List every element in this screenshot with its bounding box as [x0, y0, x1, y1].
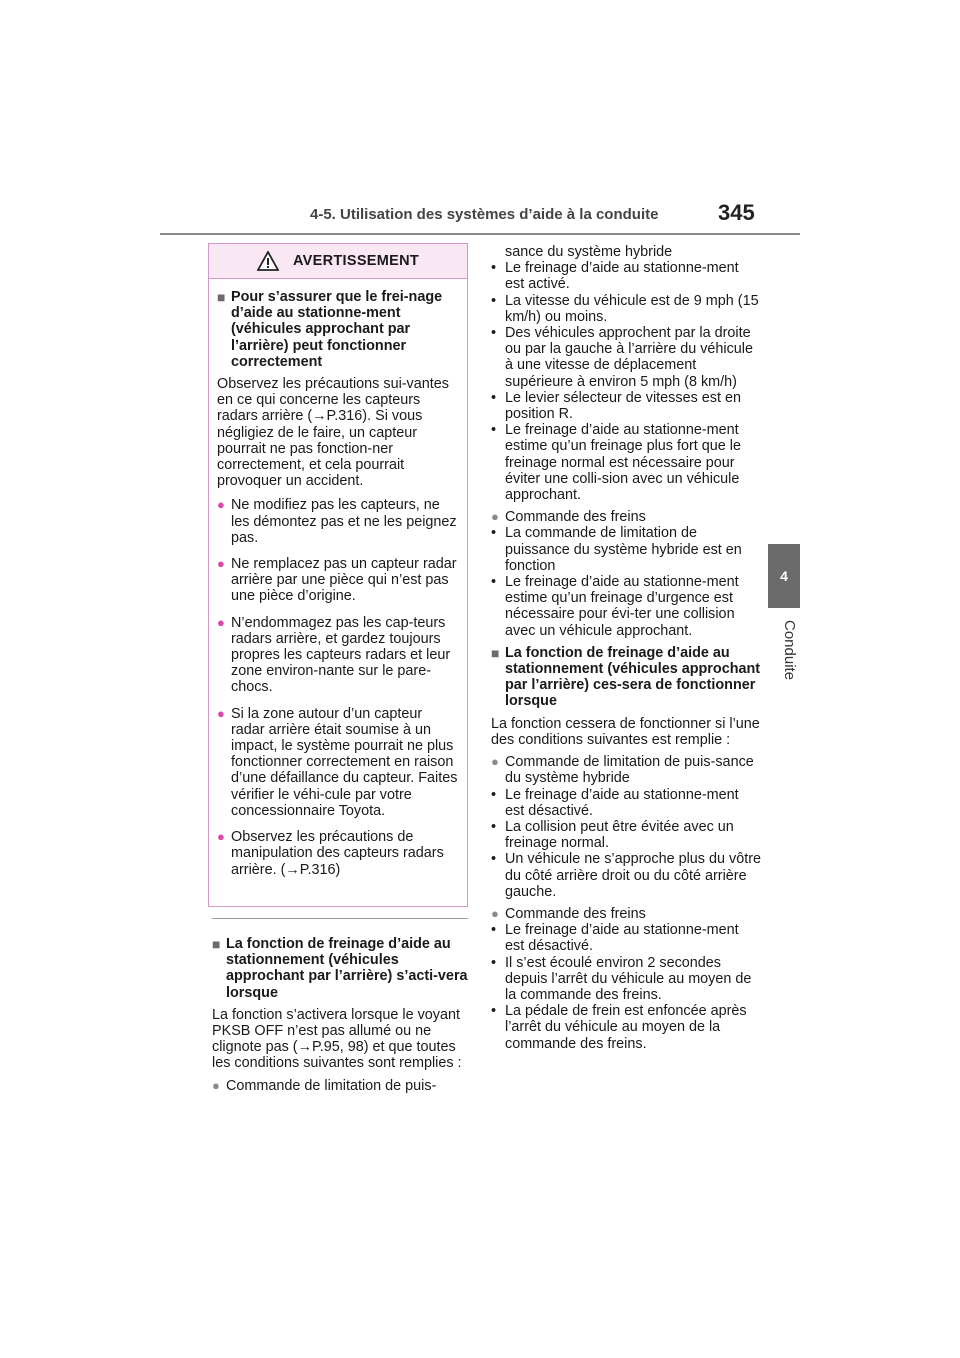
circle-bullet-icon: ● — [217, 705, 225, 721]
activation-group1-continued — [491, 244, 761, 503]
activation-heading: ■ La fonction de freinage d’aide au stationnement (véhicules approchant par l’arrière) s’acti-vera lorsque — [212, 936, 468, 1001]
circle-bullet-icon: ● — [491, 905, 499, 921]
warning-title: AVERTISSEMENT — [292, 253, 420, 269]
right-column — [491, 244, 761, 1052]
square-bullet-icon: ■ — [217, 289, 226, 305]
circle-bullet-icon: ● — [217, 614, 225, 630]
list-item: • La vitesse du véhicule est de 9 mph (15 km/h) ou moins. — [491, 292, 759, 325]
circle-bullet-icon: ● — [217, 556, 225, 572]
warning-bullet: ● N’endommagez pas les cap-teurs radars arrière, et gardez toujours propres les capteurs radars et leur zone environ-nante sur le pare-chocs. — [217, 614, 451, 696]
continued-text: sance du système hybride — [505, 244, 673, 260]
circle-bullet-icon: ● — [212, 1077, 220, 1093]
list-item: • La pédale de frein est enfoncée après l’arrêt du véhicule au moyen de la commande des freins. — [491, 1003, 747, 1052]
list-item: • Le levier sélecteur de vitesses est en position R. — [491, 389, 741, 423]
list-item — [491, 244, 761, 260]
list-item: • Le freinage d’aide au stationne-ment est désactivé. — [491, 922, 739, 955]
warning-bullet: ● Observez les précautions de manipulation des capteurs radars arrière. (→P.316) — [217, 829, 444, 878]
warning-bullet: ● Ne modifiez pas les capteurs, ne les démontez pas et ne les peignez pas. — [217, 497, 457, 546]
circle-bullet-icon: ● — [217, 497, 225, 513]
activation-intro: La fonction s’activera lorsque le voyant PKSB OFF n’est pas allumé ou ne clignote pas (→P.95, 98) et que toutes les conditions suivantes sont remplies : — [212, 1006, 462, 1072]
circle-bullet-icon: ● — [491, 509, 499, 525]
warning-body — [209, 279, 467, 878]
list-item: • Le freinage d’aide au stationne-ment est activé. — [491, 260, 739, 293]
square-bullet-icon: ■ — [212, 936, 221, 952]
warning-triangle-icon — [257, 251, 279, 271]
circle-bullet-icon: ● — [491, 754, 499, 770]
cessation-intro: La fonction cessera de fonctionner si l’une des conditions suivantes est remplie : — [491, 715, 760, 748]
square-bullet-icon: ■ — [491, 644, 500, 661]
page-number: 345 — [718, 200, 755, 225]
section-divider — [212, 918, 468, 919]
activation-group-label: ● Commande de limitation de puis- — [212, 1077, 437, 1094]
warning-box — [208, 243, 468, 907]
cessation-group1-label: ● Commande de limitation de puis-sance du système hybride — [491, 754, 754, 787]
chapter-number: 4 — [780, 568, 788, 584]
circle-bullet-icon: ● — [217, 829, 225, 845]
warning-section-heading: ■ Pour s’assurer que le frei-nage d’aide au stationne-ment (véhicules approchant par l’arrière) peut fonctionner correctement — [217, 289, 443, 370]
list-item: • Le freinage d’aide au stationne-ment est désactivé. — [491, 786, 739, 819]
header-divider — [160, 233, 800, 235]
warning-header — [209, 244, 467, 279]
list-item: • Le freinage d’aide au stationne-ment estime qu’un freinage d’urgence est nécessaire pour évi-ter une collision avec un véhicule approchant. — [491, 574, 739, 639]
activation-group2-label: ● Commande des freins — [491, 509, 646, 526]
cessation-heading: ■ La fonction de freinage d’aide au stationnement (véhicules approchant par l’arrière) ces-sera de fonctionner lorsque — [491, 644, 761, 710]
list-item: • Il s’est écoulé environ 2 secondes depuis l’arrêt du véhicule au moyen de la commande des freins. — [491, 954, 752, 1003]
warning-bullet: ● Si la zone autour d’un capteur radar arrière était soumise à un impact, le système pourrait ne plus fonctionner correctement en raison d’une défaillance du capteur. Faites vérifier le véhi-cule par votre concessionnaire Toyota. — [217, 705, 458, 819]
activation-section — [212, 932, 468, 1094]
chapter-label: Conduite — [781, 620, 798, 681]
section-header: 4-5. Utilisation des systèmes d’aide à la conduite — [310, 206, 659, 223]
list-item: • Un véhicule ne s’approche plus du vôtre du côté arrière droit ou du côté arrière gauche. — [491, 851, 761, 900]
list-item: • La collision peut être évitée avec un freinage normal. — [491, 818, 734, 852]
list-item: • Le freinage d’aide au stationne-ment estime qu’un freinage plus fort que le freinage normal est nécessaire pour éviter une colli-sion avec un véhicule approchant. — [491, 422, 741, 504]
cessation-group2-label: ● Commande des freins — [491, 905, 646, 922]
list-item: • La commande de limitation de puissance du système hybride est en fonction — [491, 525, 742, 574]
list-item: • Des véhicules approchent par la droite ou par la gauche à l’arrière du véhicule à une vitesse de déplacement supérieure à environ 5 mph (8 km/h) — [491, 325, 753, 390]
warning-intro: Observez les précautions sui-vantes en ce qui concerne les capteurs radars arrière (→P.316). Si vous négligiez de le faire, un capteur pourrait ne pas fonction-ner correctement, et cela pourrait provoquer un accident. — [217, 376, 449, 490]
warning-bullet: ● Ne remplacez pas un capteur radar arrière par une pièce qui n’est pas une pièce d’origine. — [217, 556, 457, 605]
chapter-tab — [768, 544, 800, 608]
